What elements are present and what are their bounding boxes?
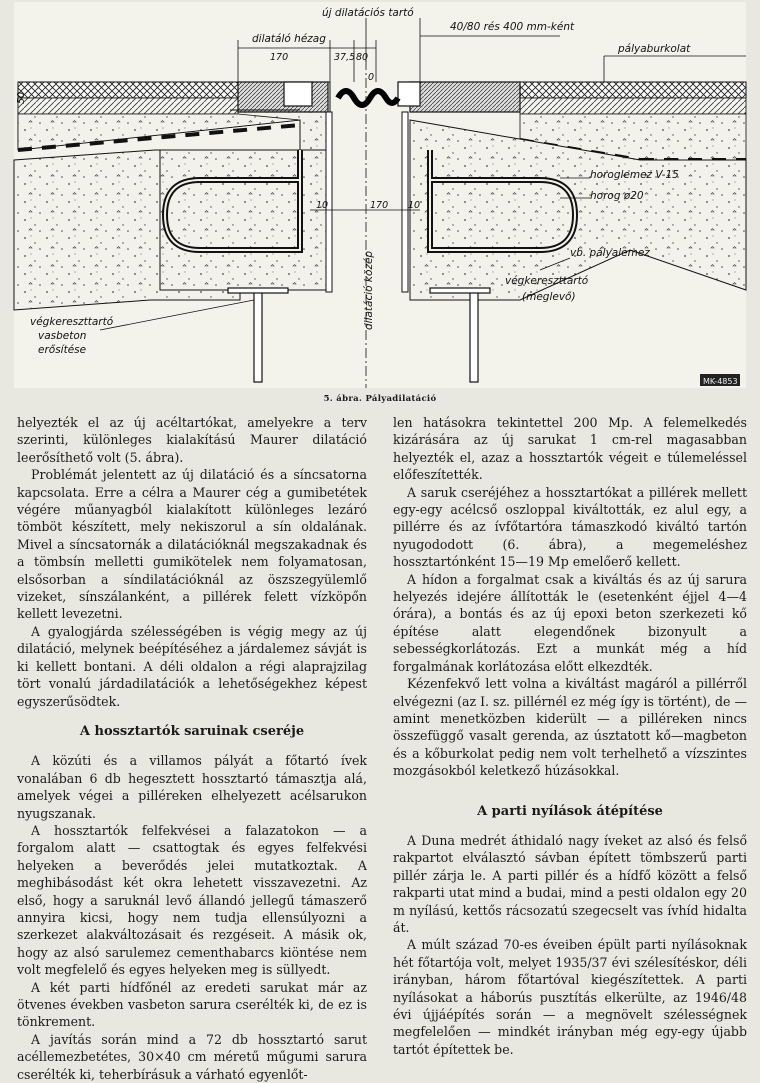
dim-10-left: 10 — [316, 200, 329, 211]
dim-170-mid: 170 — [370, 200, 389, 211]
dim-37-5: 37,5 — [334, 52, 356, 63]
deck-plate-label: vb. pályalemez — [570, 247, 650, 259]
new-joint-beam-label: új dilatációs tartó — [322, 7, 414, 19]
dim-0: 0 — [368, 72, 375, 83]
centerline-label: dilatáció közép — [363, 250, 375, 330]
section-heading-shore-spans: A parti nyílások átépítése — [477, 803, 663, 819]
paragraph: A gyalogjárda szélességében is végig megy az új dilatáció, melynek beépítéséhez a járdalemez sávját is ki kellett bontani. A déli oldalon a régi alaprajzilag tört vonalú járdadilatációk a lehetőségekhez képest egyszerűsödtek. — [17, 623, 367, 709]
paragraph: A közúti és a villamos pályát a főtartó ívek vonalában 6 db hegesztett hossztartó támasztja alá, amelyek végei a pilléreken elhelyezett acélsarukon nyugszanak. — [17, 753, 367, 821]
track-surface-label: pályaburkolat — [618, 43, 691, 55]
dim-170-top: 170 — [270, 52, 289, 63]
spacing-label: 40/80 rés 400 mm-ként — [450, 21, 575, 33]
hook-plate-label: horoglemez V-15 — [590, 169, 679, 181]
left-column — [17, 414, 367, 1083]
dim-10-right: 10 — [408, 200, 421, 211]
existing-label: (meglevő) — [522, 291, 576, 303]
paragraph: A javítás során mind a 72 db hossztartó sarut acéllemezbetétes, 30×40 cm méretű műgumi sarura cserélték ki, teherbírásuk a várható egyenlőt- — [17, 1031, 367, 1082]
paragraph: A hídon a forgalmat csak a kiváltás és az új sarura helyezés idejére állították le (esetenként éjjel 4—4 órára), a bontás és az új epoxi beton szerkezeti kő építése alatt elegendőnek bizonyult a sebességkorlátozás. Ezt a munkát még a híd forgalmának korlátozása előtt elkezdték. — [393, 571, 747, 674]
dim-80: 80 — [356, 52, 369, 63]
archive-stamp-text: MK-4853 — [703, 377, 738, 386]
left-reinforcement-label-2: vasbeton — [38, 330, 87, 342]
paragraph: A múlt század 70-es éveiben épült parti nyílásoknak hét főtartója volt, melyet 1935/37 évi szélesítéskor, déli irányban, három főtartóval kiegészítettek. A parti nyílásokat a háborús pusztítás elkerülte, az 1946/48 évi újjáépítés során — a megnövelt szélességnek megfelelően — mindkét irányban még egy-egy újabb tartót építettek be. — [393, 937, 747, 1057]
paragraph: A saruk cseréjéhez a hossztartókat a pillérek mellett egy-egy acélcső oszloppal kiváltották, ez alul egy, a pillérre és az ívfőtartóra támaszkodó kiváltó tartón nyugododott (6. ábra), a megemeléshez hossztartónként 15—19 Mp emelőerő kellett. — [393, 484, 747, 570]
right-column — [393, 414, 747, 1058]
paragraph: Kézenfekvő lett volna a kiváltást magáról a pillérről elvégezni (az I. sz. pillérnél ez még így is történt), de — amint menetközben kiderült — a pilléreken nincs összefüggő vasalt gerenda, az úsztatott kő—magbeton és a kőburkolat pedig nem volt terhelhető a vízszintes mozgásokból keletkező húzásokkal. — [393, 676, 748, 779]
expansion-joint-figure — [0, 0, 760, 410]
section-heading-bearings: A hossztartók saruinak cseréje — [79, 723, 305, 739]
paragraph: Problémát jelentett az új dilatáció és a síncsatorna kapcsolata. Erre a célra a Maurer cég a gumibetétek végére műanyagból kialakított különleges lezáró tömböt készített, mely nekiszorul a sín oldalának. Mivel a síncsatornák a dilatációknál megszakadnak és a tömbsín melletti gumikötelek nem folyamatosan, elsősorban a síndilatációknál az öszszegyülemlő vizeket, sínszálanként, a pillérek felett vízköpőn kellett levezetni. — [17, 467, 367, 622]
paragraph: helyezték el az új acéltartókat, amelyekre a terv szerinti, különleges kialakítású Maurer dilatáció leerősíthető volt (5. ábra). — [17, 415, 367, 465]
paragraph: A hossztartók felfekvései a falazatokon — a forgalom alatt — csattogtak és egyes felfekvési helyeken a beverődés jelei mutatkoztak. A meghibásodást két okra lehetett visszavezetni. Az első, hogy a saruknál levő állandó jellegű támaszerő annyira kicsi, hogy nem tudja ellensúlyozni a szerkezet alakváltozásait és rezgéseit. A másik ok, hogy az alsó sarulemez cementhabarcs kiöntése nem volt megfelelő és egyes helyeken meg is süllyedt. — [17, 822, 367, 978]
paragraph: len hatásokra tekintettel 200 Mp. A felemelkedés kizárására az új sarukat 1 cm-rel magasabban helyezték el, azaz a hossztartók végeit e túlemeléssel előfeszítették. — [393, 415, 747, 483]
paragraph: A két parti hídfőnél az eredeti sarukat már az ötvenes években vasbeton sarura cserélték ki, de ez is tönkrement. — [17, 979, 367, 1030]
paragraph: A Duna medrét áthidaló nagy íveket az alsó és felső rakpartot elválasztó sávban épített tömbszerű parti pillér zárja le. A parti pillér és a hídfő között a felső rakparti utat mind a budai, mind a pesti oldalon egy 20 m nyílású, kettős rácsozatú szegecselt vas ívhíd hidalta át. — [393, 832, 747, 935]
cross-girder-label: végkereszttartó — [505, 275, 589, 287]
joint-gap-label: dilatáló hézag — [252, 33, 326, 45]
hook-label: horog ø20 — [590, 190, 644, 202]
left-reinforcement-label-3: erősítése — [38, 344, 87, 356]
figure-caption: 5. ábra. Pályadilatáció — [323, 394, 437, 404]
left-reinforcement-label-1: végkereszttartó — [30, 316, 114, 328]
dim-50: 50 — [16, 91, 27, 104]
